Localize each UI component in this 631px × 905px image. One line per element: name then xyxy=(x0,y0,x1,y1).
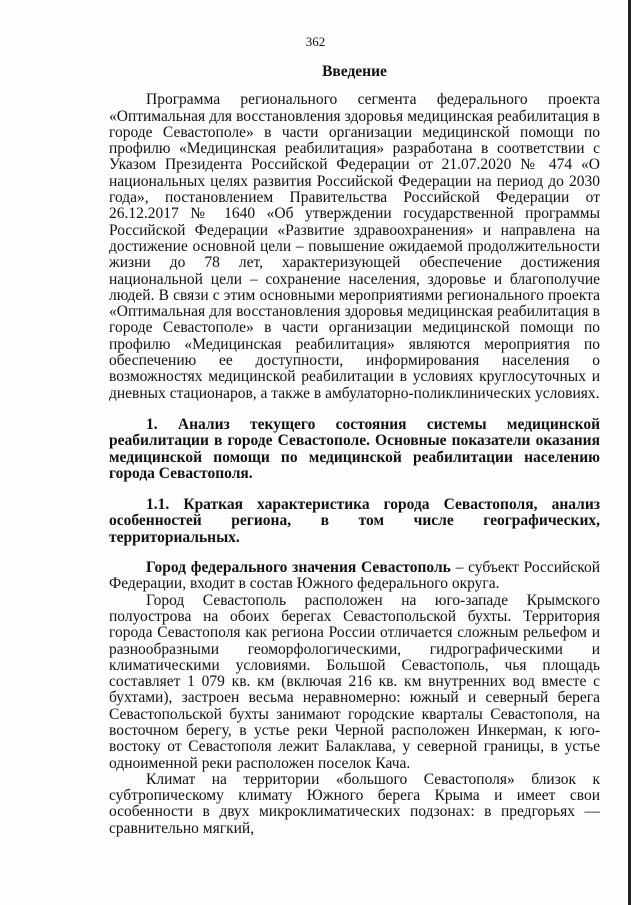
page-body xyxy=(109,64,600,837)
intro-paragraph: Программа регионального сегмента федерального проекта «Оптимальная для восстановления здоровья медицинская реабилитация в городе Севастополе» в части организации медицинской помощи по профилю «Медицинская реабилитация» разработана в соответствии с Указом Президента Российской Федерации от 21.07.2020 № 474 «О национальных целях развития Российской Федерации на период до 2030 года», постановлением Правительства Российской Федерации от 26.12.2017 № 1640 «Об утверждении государственной программы Российской Федерации «Развитие здравоохранения» и направлена на достижение основной цели – повышение ожидаемой продолжительности жизни до 78 лет, характеризующей обеспечение достижения национальной цели – сохранение населения, здоровье и благополучие людей. В связи с этим основными мероприятиями регионального проекта «Оптимальная для восстановления здоровья медицинская реабилитация в городе Севастополе» в части организации медицинской помощи по профилю «Медицинская реабилитация» являются мероприятия по обеспечению ее доступности, информирования населения о возможностях медицинской реабилитации в условиях круглосуточных и дневных стационаров, а также в амбулаторно-поликлинических условиях. xyxy=(109,91,600,402)
paragraph-climate: Климат на территории «большого Севастополя» близок к субтропическому климату Южного берега Крыма и имеет свои особенности в двух микроклиматических подзонах: в предгорьях — сравнительно мягкий, xyxy=(109,770,600,837)
section-1-1-heading: 1.1. Краткая характеристика города Севастополя, анализ особенностей региона, в том числе географических, территориальных. xyxy=(109,496,600,546)
paragraph-geography: Город Севастополь расположен на юго-западе Крымского полуострова на обоих берегах Севастопольской бухты. Территория города Севастополя как региона России отличается сложным рельефом и разнообразными геоморфологическими, гидрографическими и климатическими условиями. Большой Севастополь, чья площадь составляет 1 079 кв. км (включая 216 кв. км внутренних вод вместе с бухтами), застроен весьма неравномерно: южный и северный берега Севастопольской бухты занимают городские кварталы Севастополя, на восточном берегу, в устье реки Черной расположен Инкерман, к юго-востоку от Севастополя лежит Балаклава, у северной границы, в устье одноименной реки расположен поселок Кача. xyxy=(109,591,600,772)
document-title: Введение xyxy=(322,63,387,80)
section-1-heading: 1. Анализ текущего состояния системы медицинской реабилитации в городе Севастополе. Основные показатели оказания медицинской помощи по медицинской реабилитации населению города Севастополя. xyxy=(109,415,600,482)
paragraph-rest: – субъект Российской Федерации, входит в состав Южного федерального округа. xyxy=(109,559,600,593)
paragraph-bold-lead: Город федерального значения Севастополь xyxy=(146,559,451,577)
paragraph-sevastopol-status xyxy=(109,560,600,593)
page-number: 362 xyxy=(305,34,326,49)
